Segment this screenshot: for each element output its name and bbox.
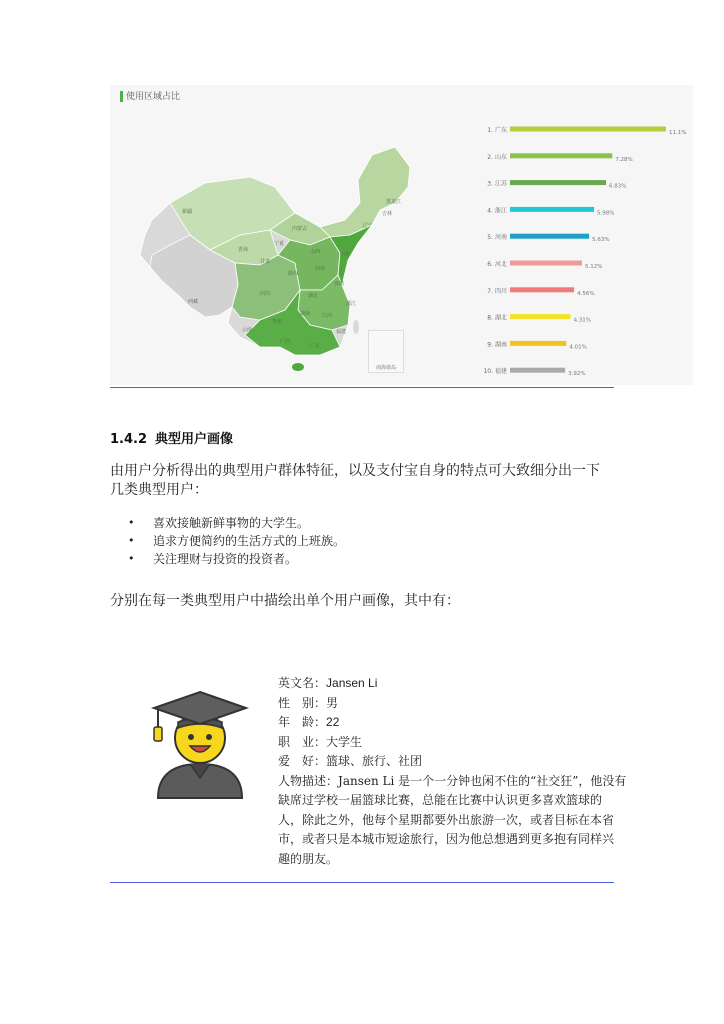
map-label: 湖北 bbox=[308, 293, 319, 299]
bar-value-label: 5.63% bbox=[592, 237, 610, 244]
bar bbox=[510, 341, 566, 346]
map-label: 黑龙江 bbox=[386, 199, 402, 205]
bar bbox=[510, 368, 565, 373]
map-label: 广西 bbox=[280, 339, 291, 345]
persona-field-hobby bbox=[278, 752, 646, 772]
bar-category-label: 江苏 bbox=[495, 180, 508, 188]
student-avatar-icon bbox=[140, 678, 260, 803]
field-label: 职 业： bbox=[278, 734, 327, 749]
bar bbox=[510, 261, 582, 266]
bar-category-label: 四川 bbox=[495, 287, 508, 295]
map-region-taiwan bbox=[353, 320, 359, 334]
bar-rank-label: 5. bbox=[487, 234, 493, 242]
persona-card bbox=[140, 670, 650, 880]
map-label: 内蒙古 bbox=[292, 226, 308, 232]
bar-rank-label: 9. bbox=[487, 341, 493, 349]
bar-category-label: 福建 bbox=[495, 368, 508, 376]
intro-paragraph-line: 由用户分析得出的典型用户群体特征，以及支付宝自身的特点可大致细分出一下 bbox=[110, 463, 600, 479]
bar-rank-label: 7. bbox=[487, 287, 493, 295]
bar bbox=[510, 153, 612, 158]
map-label: 广东 bbox=[310, 343, 321, 349]
field-value: 大学生 bbox=[326, 734, 363, 749]
description-line: 缺席过学校一届篮球比赛，总能在比赛中认识更多喜欢篮球的 bbox=[278, 793, 603, 807]
field-label: 年 龄： bbox=[278, 715, 327, 729]
persona-field-description bbox=[278, 772, 646, 792]
bar bbox=[510, 207, 594, 212]
bar-value-label: 4.01% bbox=[569, 344, 587, 351]
map-label: 吉林 bbox=[382, 211, 393, 217]
bar-rank-label: 2. bbox=[487, 153, 493, 161]
section-title: 典型用户画像 bbox=[155, 432, 234, 447]
user-type-list bbox=[128, 514, 345, 568]
bar-category-label: 湖北 bbox=[495, 314, 508, 322]
divider-rule bbox=[110, 387, 614, 388]
persona-field-job bbox=[278, 733, 646, 753]
map-label: 贵州 bbox=[272, 319, 283, 325]
region-usage-figure bbox=[110, 85, 693, 385]
map-label: 湖南 bbox=[300, 311, 311, 317]
map-label: 河南 bbox=[315, 266, 326, 272]
map-region-hainan bbox=[292, 363, 304, 371]
inset-label: 南海诸岛 bbox=[375, 365, 396, 371]
map-label: 山西 bbox=[310, 249, 321, 255]
bar-rank-label: 8. bbox=[487, 314, 493, 322]
bar-value-label: 5.98% bbox=[597, 210, 615, 217]
chart-title: 使用区域占比 bbox=[126, 92, 181, 102]
description-line: 人，除此之外，他每个星期都要外出旅游一次，或者目标在本省 bbox=[278, 812, 615, 827]
bar bbox=[510, 287, 574, 292]
persona-field-gender bbox=[278, 694, 646, 714]
bar-value-label: 5.12% bbox=[584, 264, 603, 270]
list-item: • 喜欢接触新鲜事物的大学生。 bbox=[128, 514, 345, 532]
map-label: 江西 bbox=[322, 313, 333, 319]
bar-value-label: 11.1% bbox=[669, 130, 687, 136]
divider-rule bbox=[110, 882, 614, 883]
bar-rank-label: 1. bbox=[487, 127, 493, 134]
map-label: 青海 bbox=[238, 247, 249, 253]
map-label: 福建 bbox=[336, 329, 347, 335]
bar-category-label: 河南 bbox=[495, 234, 508, 242]
map-label: 宁夏 bbox=[274, 241, 285, 247]
bar-category-label: 广东 bbox=[495, 127, 508, 134]
list-item: • 追求方便简约的生活方式的上班族。 bbox=[128, 532, 345, 550]
bar-value-label: 7.28% bbox=[615, 156, 633, 163]
bar bbox=[510, 234, 589, 239]
field-label: 人物描述： bbox=[278, 773, 339, 788]
description-line: Jansen Li 是一个一分钟也闲不住的“社交狂”，他没有 bbox=[338, 773, 627, 788]
bar-category-label: 浙江 bbox=[495, 207, 508, 215]
bar-value-label: 6.83% bbox=[608, 183, 627, 190]
bar-rank-label: 10. bbox=[483, 368, 493, 376]
profile-intro-paragraph: 分别在每一类典型用户中描绘出单个用户画像，其中有： bbox=[110, 593, 460, 609]
bar-value-label: 3.92% bbox=[568, 371, 586, 378]
map-label: 浙江 bbox=[346, 301, 357, 307]
field-value: Jansen Li bbox=[326, 676, 378, 690]
map-label: 辽宁 bbox=[362, 223, 373, 229]
section-number: 1.4.2 bbox=[110, 432, 148, 447]
map-label: 甘肃 bbox=[260, 259, 271, 265]
field-value: 篮球、旅行、社团 bbox=[326, 754, 423, 768]
bar bbox=[510, 180, 606, 185]
persona-field-age bbox=[278, 713, 646, 733]
bar-rank-label: 6. bbox=[487, 261, 493, 268]
bar-value-label: 4.31% bbox=[573, 317, 592, 324]
map-label: 四川 bbox=[260, 291, 271, 297]
description-line: 市，或者只是本城市短途旅行，因为他总想遇到更多抱有同样兴 bbox=[278, 832, 615, 846]
field-label: 爱 好： bbox=[278, 754, 327, 768]
field-label: 英文名： bbox=[278, 676, 327, 690]
description-line: 趣的朋友。 bbox=[278, 851, 339, 866]
bar-category-label: 河北 bbox=[495, 261, 508, 268]
list-item: • 关注理财与投资的投资者。 bbox=[128, 550, 345, 568]
map-label: 山东 bbox=[340, 251, 351, 257]
bar-category-label: 山东 bbox=[495, 153, 508, 161]
field-label: 性 别： bbox=[278, 695, 327, 710]
map-label: 安徽 bbox=[334, 281, 345, 287]
bar bbox=[510, 314, 571, 319]
persona-details bbox=[278, 674, 646, 869]
bar-rank-label: 3. bbox=[487, 180, 493, 188]
section-heading bbox=[110, 428, 233, 447]
intro-paragraph-line: 几类典型用户： bbox=[110, 482, 208, 498]
field-value: 男 bbox=[326, 695, 339, 710]
bar-value-label: 4.56% bbox=[577, 290, 595, 297]
bar-category-label: 湖南 bbox=[495, 341, 508, 349]
map-label: 陕西 bbox=[288, 271, 299, 277]
field-value: 22 bbox=[326, 715, 340, 729]
map-label: 云南 bbox=[242, 327, 253, 333]
region-bar-chart bbox=[465, 115, 693, 383]
bar-rank-label: 4. bbox=[487, 207, 493, 215]
map-label: 新疆 bbox=[182, 209, 193, 215]
persona-field-english-name bbox=[278, 674, 646, 694]
bar bbox=[510, 127, 666, 132]
map-label: 西藏 bbox=[188, 299, 199, 305]
